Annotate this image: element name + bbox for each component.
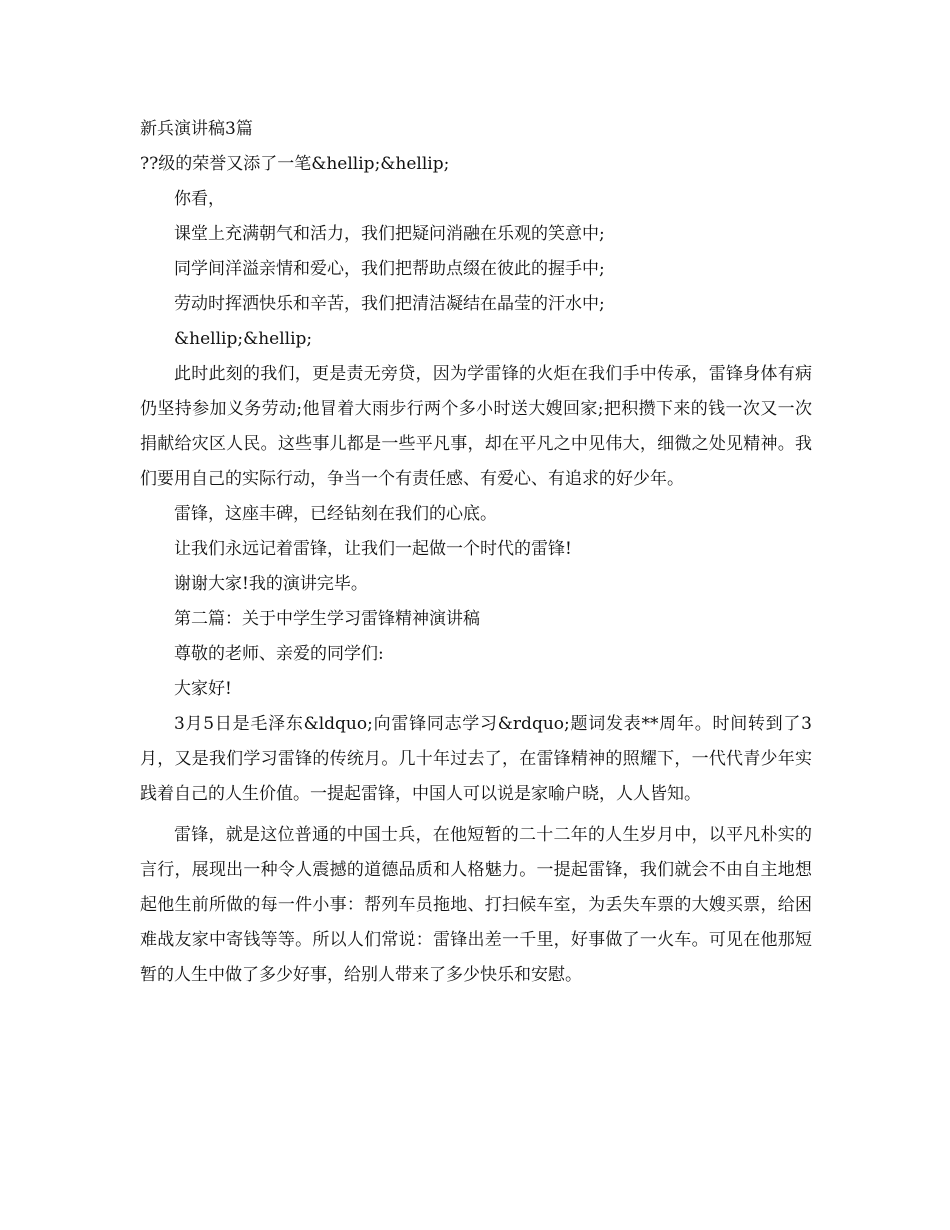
text-line: 雷锋，这座丰碑，已经钻刻在我们的心底。	[174, 504, 497, 524]
document-body	[140, 112, 812, 993]
section-heading: 第二篇：关于中学生学习雷锋精神演讲稿	[174, 609, 480, 629]
paragraph: 雷锋，就是这位普通的中国士兵，在他短暂的二十二年的人生岁月中，以平凡朴实的言行，展现出一种令人震撼的道德品质和人格魅力。一提起雷锋，我们就会不由自主地想起他生前所做的每一件小事：帮列车员拖地、打扫候车室，为丢失车票的大嫂买票，给困难战友家中寄钱等等。所以人们常说：雷锋出差一千里，好事做了一火车。可见在他那短暂的人生中做了多少好事，给别人带来了多少快乐和安慰。	[140, 825, 812, 985]
text-line: &hellip;&hellip;	[174, 329, 313, 349]
text-line: 让我们永远记着雷锋，让我们一起做一个时代的雷锋!	[174, 539, 572, 559]
text-line: 你看，	[174, 189, 225, 209]
text-line: 劳动时挥洒快乐和辛苦，我们把清洁凝结在晶莹的汗水中;	[174, 294, 605, 314]
text-line: 大家好!	[174, 679, 232, 699]
paragraph: 此时此刻的我们，更是责无旁贷，因为学雷锋的火炬在我们手中传承，雷锋身体有病仍坚持参加义务劳动;他冒着大雨步行两个多小时送大嫂回家;把积攒下来的钱一次又一次捐献给灾区人民。这些事儿都是一些平凡事，却在平凡之中见伟大，细微之处见精神。我们要用自己的实际行动，争当一个有责任感、有爱心、有追求的好少年。	[140, 364, 812, 489]
document-title: 新兵演讲稿3篇	[140, 119, 253, 139]
text-line: 课堂上充满朝气和活力，我们把疑问消融在乐观的笑意中;	[174, 224, 605, 244]
text-line: ??级的荣誉又添了一笔&hellip;&hellip;	[140, 154, 450, 174]
text-line: 谢谢大家!我的演讲完毕。	[174, 574, 368, 594]
text-line: 尊敬的老师、亲爱的同学们:	[174, 644, 384, 664]
text-line: 同学间洋溢亲情和爱心，我们把帮助点缀在彼此的握手中;	[174, 259, 605, 279]
paragraph: 3月5日是毛泽东&ldquo;向雷锋同志学习&rdquo;题词发表**周年。时间转到了3月，又是我们学习雷锋的传统月。几十年过去了，在雷锋精神的照耀下，一代代青少年实践着自己的人生价值。一提起雷锋，中国人可以说是家喻户晓，人人皆知。	[140, 714, 812, 804]
